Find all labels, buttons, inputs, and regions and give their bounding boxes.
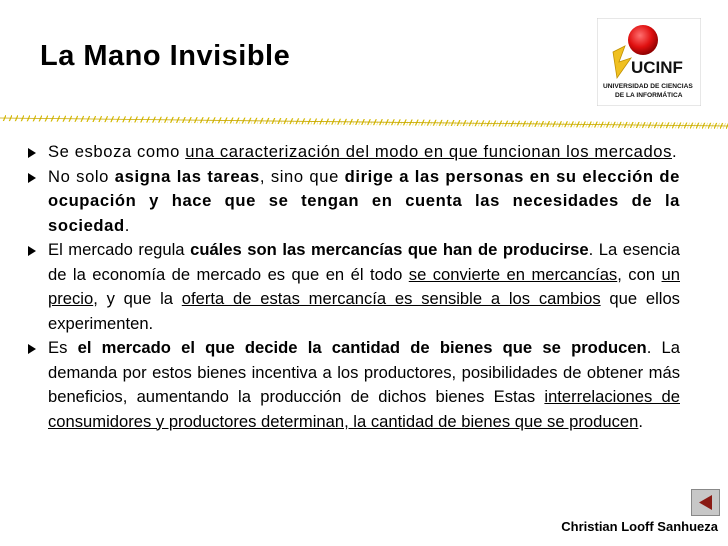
text-run: .	[124, 215, 130, 235]
text-run: .	[638, 411, 643, 431]
title-divider	[0, 115, 728, 129]
slide-title: La Mano Invisible	[40, 40, 291, 72]
text-run: que ellos experimenten.	[48, 289, 680, 333]
logo-name: UCINF	[631, 58, 683, 77]
underlined-phrase: oferta de estas mercancía es sensible a los cambios	[181, 289, 601, 308]
previous-arrow-icon	[692, 490, 719, 515]
underlined-phrase: se convierte en mercancías	[408, 264, 618, 284]
text-run: No solo	[48, 166, 115, 186]
bullet-item-1	[28, 140, 680, 165]
author-footer: Christian Looff Sanhueza	[561, 519, 718, 534]
slide-body	[28, 140, 680, 434]
bullet-item-2	[28, 165, 680, 239]
university-logo	[597, 18, 701, 106]
text-run: , y que la	[93, 289, 182, 308]
bold-phrase: el mercado el que decide la cantidad de bienes que se producen	[77, 338, 647, 357]
logo-line-2: DE LA INFORMÁTICA	[615, 92, 683, 99]
text-run: . La esencia de la economía de mercado es que en él todo	[48, 240, 680, 284]
underlined-phrase: una caracterización del modo en que funcionan los mercados	[185, 142, 673, 161]
underlined-phrase: interrelaciones de consumidores y productores determinan, la cantidad de bienes que se producen	[48, 387, 680, 431]
bold-phrase: asigna las tareas	[114, 166, 260, 186]
bullet-marker-icon	[28, 344, 36, 354]
underlined-phrase: un precio	[48, 264, 680, 308]
bold-phrase: dirige a las personas en su elección de ocupación y hace que se tengan en cuenta las necesidades de la sociedad	[48, 166, 680, 235]
text-run: , con	[617, 264, 662, 284]
bullet-item-4	[28, 336, 680, 434]
bullet-marker-icon	[28, 246, 36, 256]
text-run: .	[672, 142, 677, 161]
text-run: Se esboza como	[48, 142, 186, 161]
ucinf-logo-graphic	[597, 18, 701, 106]
text-run: Es	[48, 338, 78, 357]
logo-line-1: UNIVERSIDAD DE CIENCIAS	[603, 83, 693, 90]
bullet-marker-icon	[28, 173, 36, 183]
text-run: El mercado regula	[48, 240, 191, 259]
bullet-marker-icon	[28, 148, 36, 158]
red-ball-icon	[628, 25, 658, 55]
text-run: , sino que	[259, 166, 345, 186]
previous-slide-button[interactable]	[691, 489, 720, 516]
bullet-item-3	[28, 238, 680, 336]
bold-phrase: cuáles son las mercancías que han de producirse	[190, 240, 589, 259]
text-run: . La demanda por estos bienes incentiva a los productores, posibilidades de obtener más beneficios, aumentando la producción de dichos bienes Estas	[48, 338, 680, 406]
